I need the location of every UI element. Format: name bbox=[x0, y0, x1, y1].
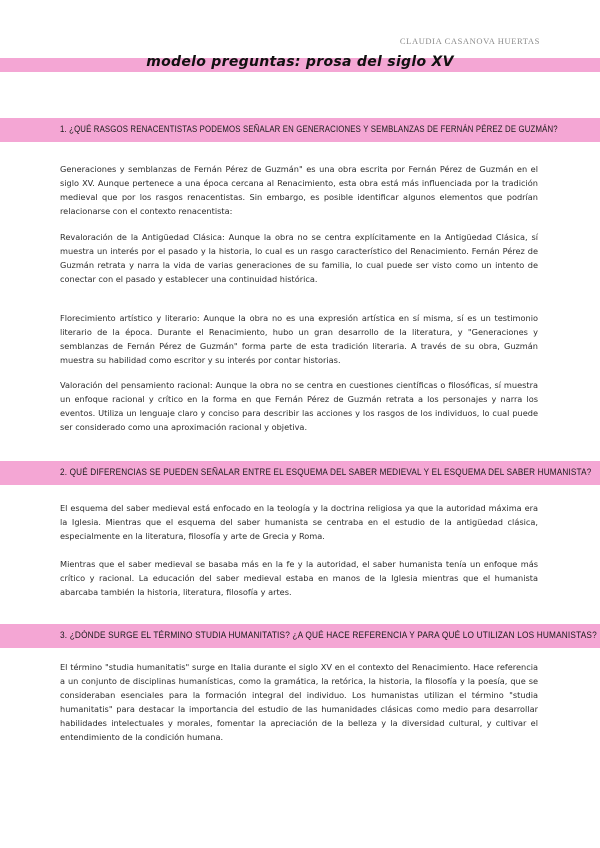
q2-paragraph-1: El esquema del saber medieval está enfocado en la teología y la doctrina religiosa ya que la autoridad máxima era la Iglesia. Mientras que el esquema del saber humanista se centraba en el estudio de la antigüedad clásica, especialmente en la literatura, filosofía y arte de Grecia y Roma. bbox=[60, 503, 538, 541]
question-heading-2: 2. QUÉ DIFERENCIAS SE PUEDEN SEÑALAR ENTRE EL ESQUEMA DEL SABER MEDIEVAL Y EL ESQUEMA DEL SABER HUMANISTA? bbox=[60, 467, 592, 478]
q1-paragraph-4: Valoración del pensamiento racional: Aunque la obra no se centra en cuestiones científicas o filosóficas, sí muestra un enfoque racional y crítico en la forma en que Fernán Pérez de Guzmán retrata a los personajes y narra los eventos. Utiliza un lenguaje claro y conciso para describir las acciones y los rasgos de los individuos, lo cual puede ser considerado como una aproximación racional y objetiva. bbox=[60, 380, 538, 432]
q2-paragraph-2: Mientras que el saber medieval se basaba más en la fe y la autoridad, el saber humanista tenía un enfoque más crítico y racional. La educación del saber medieval estaba en manos de la Iglesia mientras que el humanista abarcaba también la historia, literatura, filosofía y artes. bbox=[60, 559, 538, 597]
author-name: CLAUDIA CASANOVA HUERTAS bbox=[399, 36, 540, 46]
q3-paragraph-1: El término "studia humanitatis" surge en Italia durante el siglo XV en el contexto del Renacimiento. Hace referencia a un conjunto de disciplinas humanísticas, como la gramática, la retórica, la historia, la filosofía y la poesía, que se consideraban esenciales para la formación integral del individuo. Los humanistas utilizan el término "studia humanitatis" para destacar la importancia del estudio de las humanidades clásicas como medio para desarrollar habilidades intelectuales y morales, fomentar la apreciación de la belleza y la diversidad cultural, y cultivar el entendimiento de la condición humana. bbox=[60, 662, 538, 742]
q1-paragraph-1: Generaciones y semblanzas de Fernán Pérez de Guzmán" es una obra escrita por Fernán Pérez de Guzmán en el siglo XV. Aunque pertenece a una época cercana al Renacimiento, esta obra está más influenciada por la tradición medieval que por los rasgos renacentistas. Sin embargo, es posible identificar algunos elementos que podrían relacionarse con el contexto renacentista: bbox=[60, 164, 538, 216]
q1-paragraph-2: Revaloración de la Antigüedad Clásica: Aunque la obra no se centra explícitamente en la Antigüedad Clásica, sí muestra un interés por el pasado y la historia, lo cual es un rasgo característico del Renacimiento. Fernán Pérez de Guzmán retrata y narra la vida de varias generaciones de su familia, lo cual puede ser visto como un intento de conectar con el pasado y establecer una continuidad histórica. bbox=[60, 232, 538, 284]
page-title: modelo preguntas: prosa del siglo XV bbox=[146, 54, 454, 70]
q1-paragraph-3: Florecimiento artístico y literario: Aunque la obra no es una expresión artística en sí misma, sí es un testimonio literario de la época. Durante el Renacimiento, hubo un gran desarrollo de la literatura, y "Generaciones y semblanzas de Fernán Pérez de Guzmán" forma parte de esta tradición literaria. A través de su obra, Guzmán muestra su habilidad como escritor y su interés por contar historias. bbox=[60, 313, 538, 365]
question-heading-1: 1. ¿QUÉ RASGOS RENACENTISTAS PODEMOS SEÑALAR EN GENERACIONES Y SEMBLANZAS DE FERNÁN PÉREZ DE GUZMÁN? bbox=[60, 124, 558, 135]
question-heading-3: 3. ¿DÓNDE SURGE EL TÉRMINO STUDIA HUMANITATIS? ¿A QUÉ HACE REFERENCIA Y PARA QUÉ LO UTILIZAN LOS HUMANISTAS? bbox=[60, 630, 597, 641]
